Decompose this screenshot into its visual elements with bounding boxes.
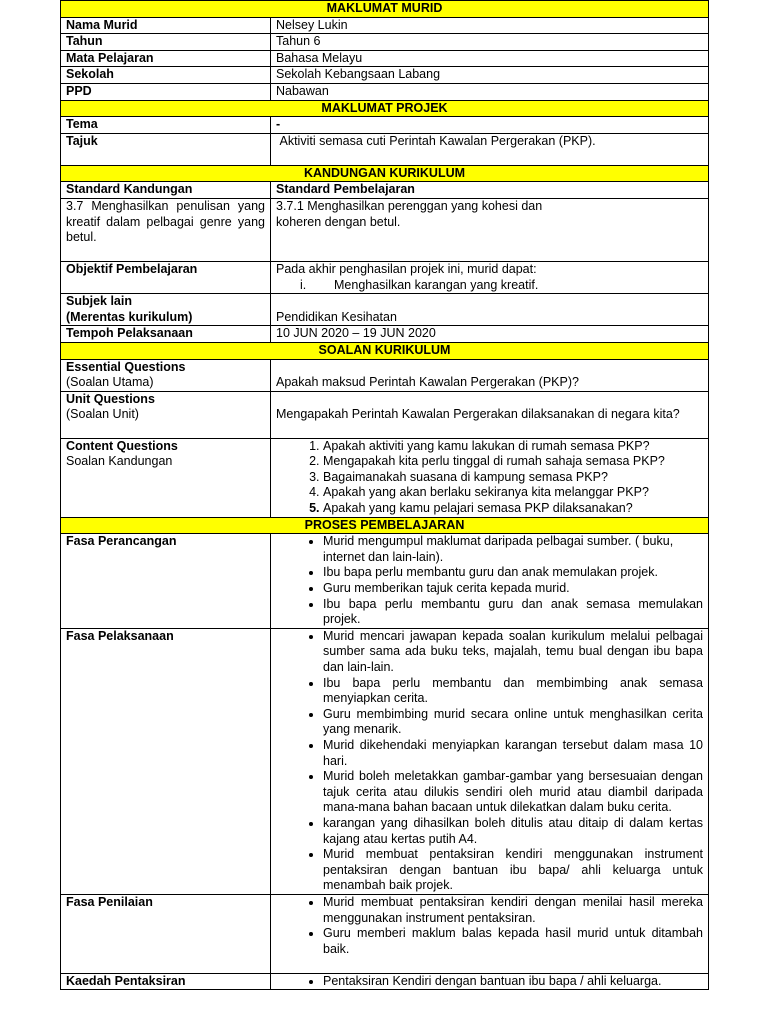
row-fasa-pelaksanaan	[61, 628, 709, 894]
list-item: 1. Apakah aktiviti yang kamu lakukan di rumah semasa PKP?	[323, 439, 703, 455]
field-value	[271, 261, 709, 293]
field-label: Nama Murid	[61, 17, 271, 34]
row-unit-questions	[61, 391, 709, 438]
field-value	[271, 973, 709, 990]
field-label: Tajuk	[61, 133, 271, 165]
list-item: • Murid boleh meletakkan gambar-gambar yang bersesuaian dengan tajuk cerita atau dilukis sendiri oleh murid atau diambil daripada mana-mana bahan bacaan untuk dilekatkan dalam buku cerita.	[323, 769, 703, 816]
uq-sub: (Soalan Unit)	[66, 407, 139, 422]
field-label: Standard Pembelajaran	[271, 182, 709, 199]
list-item: • Murid membuat pentaksiran kendiri dengan menilai hasil mereka menggunakan instrument pentaksiran.	[323, 895, 703, 926]
objektif-intro: Pada akhir penghasilan projek ini, murid dapat:	[276, 261, 537, 276]
section-title: KANDUNGAN KURIKULUM	[61, 165, 709, 182]
field-label: Tema	[61, 117, 271, 134]
list-item: 4. Apakah yang akan berlaku sekiranya kita melanggar PKP?	[323, 485, 703, 501]
row-subjek-lain	[61, 294, 709, 326]
sp-text: 3.7.1 Menghasilkan perenggan yang kohesi dan koheren dengan betul.	[276, 198, 543, 229]
section-title: MAKLUMAT PROJEK	[61, 100, 709, 117]
content-questions-list	[276, 439, 703, 517]
field-label: Fasa Perancangan	[61, 534, 271, 629]
field-value	[271, 438, 709, 517]
row-fasa-penilaian	[61, 894, 709, 973]
field-value: -	[271, 117, 709, 134]
field-value	[271, 894, 709, 973]
field-label: Standard Kandungan	[61, 182, 271, 199]
row-tahun	[61, 34, 709, 51]
item-text: Menghasilkan karangan yang kreatif.	[334, 277, 539, 292]
row-nama-murid	[61, 17, 709, 34]
field-value	[271, 359, 709, 391]
row-content-questions	[61, 438, 709, 517]
section-header-proses	[61, 517, 709, 534]
item-number: i.	[300, 277, 307, 292]
list-item: • Ibu bapa perlu membantu dan membimbing anak semasa menyiapkan cerita.	[323, 676, 703, 707]
row-tempoh	[61, 326, 709, 343]
field-label: Mata Pelajaran	[61, 50, 271, 67]
row-standard-values	[61, 198, 709, 261]
field-label	[61, 294, 271, 326]
field-label: Sekolah	[61, 67, 271, 84]
field-value: Bahasa Melayu	[271, 50, 709, 67]
list-item: • Murid mengumpul maklumat daripada pelbagai sumber. ( buku, internet dan lain-lain).	[323, 534, 703, 565]
list-item: • Ibu bapa perlu membantu guru dan anak memulakan projek.	[323, 565, 703, 581]
field-label: PPD	[61, 83, 271, 100]
kaedah-list	[276, 974, 703, 990]
list-item: • Guru memberikan tajuk cerita kepada murid.	[323, 581, 703, 597]
uq-label: Unit Questions	[66, 391, 155, 406]
field-label: Fasa Penilaian	[61, 894, 271, 973]
list-item: • Murid membuat pentaksiran kendiri menggunakan instrument pentaksiran dengan bantuan ibu bapa/ ahli keluarga untuk menambah baik projek.	[323, 847, 703, 894]
list-item: 5. Apakah yang kamu pelajari semasa PKP dilaksanakan?	[323, 501, 703, 517]
eq-sub: (Soalan Utama)	[66, 375, 154, 390]
field-label: Kaedah Pentaksiran	[61, 973, 271, 990]
field-value: Nabawan	[271, 83, 709, 100]
list-item: 2. Mengapakah kita perlu tinggal di rumah sahaja semasa PKP?	[323, 454, 703, 470]
row-mata-pelajaran	[61, 50, 709, 67]
field-value	[271, 391, 709, 438]
cq-sub: Soalan Kandungan	[66, 454, 173, 469]
field-label	[61, 391, 271, 438]
cq-label: Content Questions	[66, 438, 178, 453]
row-sekolah	[61, 67, 709, 84]
field-label: Objektif Pembelajaran	[61, 261, 271, 293]
field-value	[271, 534, 709, 629]
row-essential-questions	[61, 359, 709, 391]
row-ppd	[61, 83, 709, 100]
field-value	[271, 133, 709, 165]
section-title: PROSES PEMBELAJARAN	[61, 517, 709, 534]
row-fasa-perancangan	[61, 534, 709, 629]
field-value	[271, 628, 709, 894]
list-item: • karangan yang dihasilkan boleh ditulis atau ditaip di dalam kertas kajang atau kertas putih A4.	[323, 816, 703, 847]
section-title: MAKLUMAT MURID	[61, 1, 709, 18]
tajuk-text: Aktiviti semasa cuti Perintah Kawalan Pergerakan (PKP).	[279, 133, 596, 148]
subjek-label-2: (Merentas kurikulum)	[66, 309, 193, 324]
field-label	[61, 359, 271, 391]
section-header-soalan	[61, 342, 709, 359]
list-item: • Murid mencari jawapan kepada soalan kurikulum melalui pelbagai sumber sama ada buku teks, majalah, temu bual dengan ibu bapa dan lain-lain.	[323, 629, 703, 676]
subjek-label-1: Subjek lain	[66, 294, 132, 309]
section-header-kurikulum	[61, 165, 709, 182]
uq-value: Mengapakah Perintah Kawalan Pergerakan dilaksanakan di negara kita?	[276, 407, 680, 422]
field-value	[271, 294, 709, 326]
field-label: Tahun	[61, 34, 271, 51]
perancangan-list	[276, 534, 703, 628]
section-header-murid	[61, 1, 709, 18]
section-header-projek	[61, 100, 709, 117]
field-label: Fasa Pelaksanaan	[61, 628, 271, 894]
pelaksanaan-list	[276, 629, 703, 894]
field-value: Sekolah Kebangsaan Labang	[271, 67, 709, 84]
field-value: Nelsey Lukin	[271, 17, 709, 34]
eq-label: Essential Questions	[66, 359, 186, 374]
field-value: Tahun 6	[271, 34, 709, 51]
list-item: • Murid dikehendaki menyiapkan karangan tersebut dalam masa 10 hari.	[323, 738, 703, 769]
field-label	[61, 438, 271, 517]
field-value: 10 JUN 2020 – 19 JUN 2020	[271, 326, 709, 343]
list-item: • Guru memberi maklum balas kepada hasil murid untuk ditambah baik.	[323, 926, 703, 957]
section-title: SOALAN KURIKULUM	[61, 342, 709, 359]
objektif-item	[276, 278, 703, 294]
list-item: • Pentaksiran Kendiri dengan bantuan ibu bapa / ahli keluarga.	[323, 974, 703, 990]
field-label: Tempoh Pelaksanaan	[61, 326, 271, 343]
subjek-value: Pendidikan Kesihatan	[276, 309, 397, 324]
row-objektif	[61, 261, 709, 293]
eq-value: Apakah maksud Perintah Kawalan Pergerakan (PKP)?	[276, 375, 579, 390]
list-item: • Ibu bapa perlu membantu guru dan anak semasa memulakan projek.	[323, 597, 703, 628]
form-table	[60, 0, 709, 990]
list-item: 3. Bagaimanakah suasana di kampung semasa PKP?	[323, 470, 703, 486]
list-item: • Guru membimbing murid secara online untuk menghasilkan cerita yang menarik.	[323, 707, 703, 738]
row-tema	[61, 117, 709, 134]
standard-pembelajaran-text	[271, 198, 709, 261]
penilaian-list	[276, 895, 703, 957]
row-tajuk	[61, 133, 709, 165]
row-standard-labels	[61, 182, 709, 199]
standard-kandungan-text: 3.7 Menghasilkan penulisan yang kreatif dalam pelbagai genre yang betul.	[61, 198, 271, 261]
row-kaedah-pentaksiran	[61, 973, 709, 990]
project-form	[60, 0, 708, 990]
